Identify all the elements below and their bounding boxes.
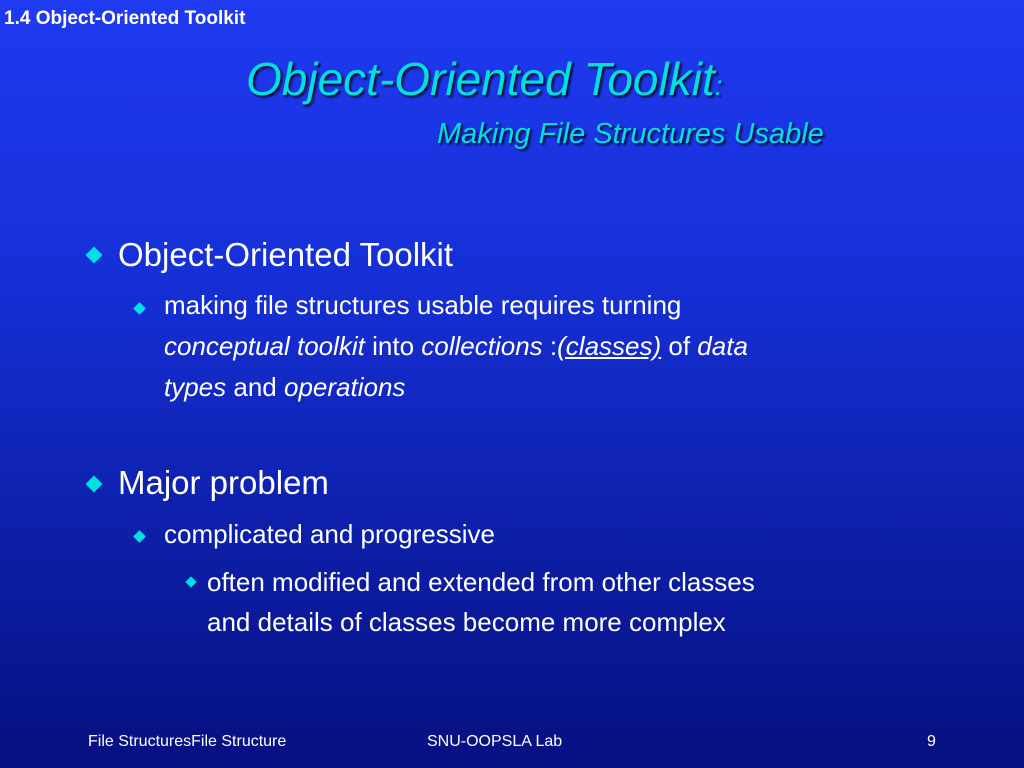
bullet-diamond-icon	[86, 247, 103, 264]
sub-bullet-line-1: making file structures usable requires turning	[164, 290, 682, 320]
sub-sub-bullet-line-1: often modified and extended from other classes	[207, 567, 755, 597]
sub-bullet-diamond-icon	[133, 530, 146, 543]
sub-bullet-item-1-1	[164, 285, 964, 408]
sub-sub-bullet-line-2: and details of classes become more complex	[207, 607, 726, 637]
bullet-diamond-icon	[86, 476, 103, 493]
slide-title-colon: :	[714, 70, 723, 101]
term-data: data	[697, 331, 748, 361]
text-into: into	[364, 331, 422, 361]
footer-center: SNU-OOPSLA Lab	[427, 733, 563, 750]
sub-bullet-item-2-1: complicated and progressive	[164, 519, 495, 549]
slide-subtitle: Making File Structures Usable	[437, 118, 824, 150]
slide-title	[246, 52, 723, 106]
sub-sub-bullet-item-2-1-1	[207, 562, 967, 642]
sub-sub-bullet-diamond-icon	[185, 576, 196, 587]
footer-page-number: 9	[927, 733, 936, 750]
bullet-item-2: Major problem	[118, 464, 329, 501]
term-types: types	[164, 372, 227, 402]
term-operations: operations	[283, 372, 406, 402]
term-conceptual-toolkit: conceptual toolkit	[164, 331, 365, 361]
text-of: of	[661, 331, 698, 361]
sub-bullet-line-3	[164, 367, 964, 408]
term-classes-link[interactable]: (classes)	[557, 331, 662, 361]
text-colon: :	[542, 331, 558, 361]
text-and: and	[226, 372, 284, 402]
slide-title-text: Object-Oriented Toolkit	[246, 53, 715, 105]
footer-left: File StructuresFile Structure	[88, 733, 287, 750]
section-label: 1.4 Object-Oriented Toolkit	[4, 8, 246, 29]
bullet-item-1: Object-Oriented Toolkit	[118, 236, 454, 273]
sub-bullet-diamond-icon	[133, 302, 146, 315]
term-collections: collections	[421, 331, 543, 361]
sub-bullet-line-2	[164, 326, 964, 367]
